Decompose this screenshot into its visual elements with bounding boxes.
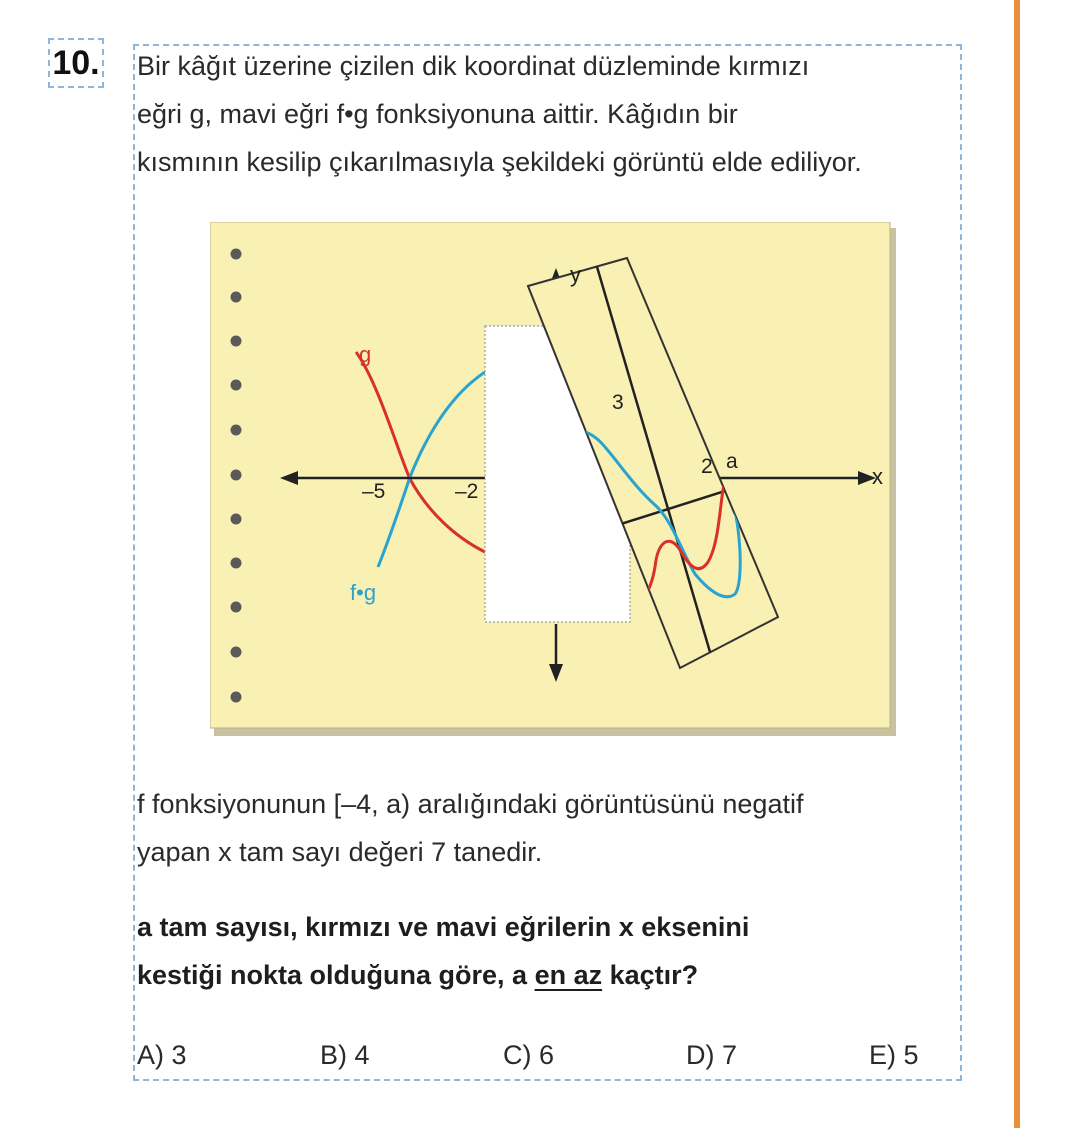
choice-a[interactable]: A) 3: [137, 1040, 187, 1070]
choice-d[interactable]: D) 7: [686, 1040, 738, 1070]
intro-line-3: kısmının kesilip çıkarılmasıyla şekildeki görüntü elde ediliyor.: [137, 147, 862, 177]
statement-line-2: yapan x tam sayı değeri 7 tanedir.: [137, 837, 543, 867]
y-axis-label: y: [570, 262, 581, 287]
g-label: g: [359, 342, 372, 367]
question-line-2-end: kaçtır?: [602, 960, 699, 990]
intro-line-1: Bir kâğıt üzerine çizilen dik koordinat düzleminde kırmızı: [137, 51, 810, 81]
tick-label-minus5: –5: [362, 480, 386, 503]
question-line-1: a tam sayısı, kırmızı ve mavi eğrilerin x eksenini: [137, 912, 750, 942]
question-prompt: [137, 903, 967, 999]
tick-label-minus2: –2: [455, 480, 479, 503]
tick-label-3: 3: [612, 391, 624, 414]
x-axis-label: x: [872, 464, 883, 489]
answer-choices: [137, 1040, 957, 1080]
question-intro: [137, 42, 967, 186]
point-a-label: a: [726, 450, 738, 473]
choice-b[interactable]: B) 4: [320, 1040, 370, 1070]
question-number: 10.: [48, 38, 104, 88]
page-edge-bar: [1014, 0, 1020, 1128]
choice-c[interactable]: C) 6: [503, 1040, 555, 1070]
statement-line-1: f fonksiyonunun [–4, a) aralığındaki görüntüsünü negatif: [137, 789, 804, 819]
question-line-2-start: kestiği nokta olduğuna göre, a: [137, 960, 535, 990]
choice-e[interactable]: E) 5: [869, 1040, 919, 1070]
fg-label: f•g: [350, 580, 377, 605]
tick-label-2: 2: [701, 455, 713, 478]
emphasis-underlined: en az: [534, 960, 603, 990]
intro-line-2: eğri g, mavi eğri f•g fonksiyonuna aittir. Kâğıdın bir: [137, 99, 738, 129]
question-line-2: [137, 951, 967, 999]
coordinate-figure: [210, 222, 896, 736]
question-statement: [137, 780, 967, 876]
